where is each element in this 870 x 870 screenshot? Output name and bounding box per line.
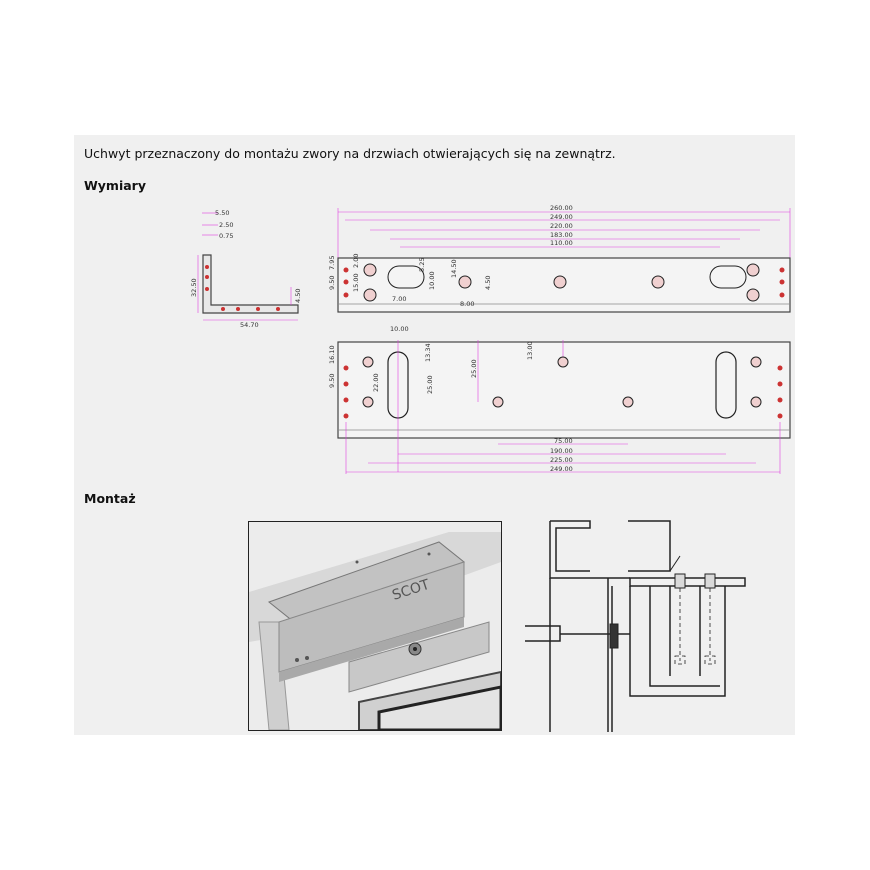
angle-dim-height: 32.50	[190, 278, 198, 297]
top-dim-110: 110.00	[550, 239, 573, 247]
bottom-dim-top-2: 13.34	[424, 343, 432, 362]
top-dim-220: 220.00	[550, 222, 573, 230]
cross-section-drawing	[520, 516, 760, 732]
dimensions-heading: Wymiary	[84, 178, 146, 193]
bottom-dim-190: 190.00	[550, 447, 573, 455]
angle-dim-top-1: 5.50	[215, 209, 230, 217]
mounting-photo	[248, 521, 502, 731]
angle-dim-top-2: 2.50	[219, 221, 234, 229]
top-dim-left-7: 14.50	[450, 259, 458, 278]
bottom-dim-vert-1: 22.00	[372, 373, 380, 392]
angle-profile-drawing	[188, 205, 308, 330]
top-dim-left-10: 8.00	[460, 300, 475, 308]
top-dim-260: 260.00	[550, 204, 573, 212]
top-dim-left-2: 7.95	[328, 255, 336, 270]
bottom-dim-top-5: 16.10	[328, 345, 336, 364]
top-dim-left-1: 9.50	[328, 275, 336, 290]
top-dim-left-4: 15.00	[352, 273, 360, 292]
top-dim-left-3: 2.00	[352, 253, 360, 268]
angle-dim-width: 54.70	[240, 321, 259, 329]
bottom-dim-225: 225.00	[550, 456, 573, 464]
bottom-dim-vert-2: 25.00	[426, 375, 434, 394]
top-dim-left-6: 10.00	[428, 271, 436, 290]
top-dim-left-5: 5.25	[418, 257, 426, 272]
top-dim-249: 249.00	[550, 213, 573, 221]
top-dim-left-9: 7.00	[392, 295, 407, 303]
bottom-dim-75: 75.00	[554, 437, 573, 445]
intro-text: Uchwyt przeznaczony do montażu zwory na drzwiach otwierających się na zewnątrz.	[84, 146, 616, 161]
mounting-heading: Montaż	[84, 491, 136, 506]
bottom-dim-249: 249.00	[550, 465, 573, 473]
bottom-dim-top-1: 10.00	[390, 325, 409, 333]
bottom-dim-top-3: 13.00	[526, 341, 534, 360]
bottom-plate-drawing	[320, 322, 795, 480]
bottom-dim-vert-3: 25.00	[470, 359, 478, 378]
top-plate-drawing	[320, 200, 795, 320]
photo-brand: SCOT	[390, 576, 432, 604]
bottom-dim-top-4: 9.50	[328, 373, 336, 388]
top-dim-left-8: 4.50	[484, 275, 492, 290]
angle-dim-top-3: 0.75	[219, 232, 234, 240]
top-dim-183: 183.00	[550, 231, 573, 239]
angle-dim-thickness: 4.50	[294, 288, 302, 303]
